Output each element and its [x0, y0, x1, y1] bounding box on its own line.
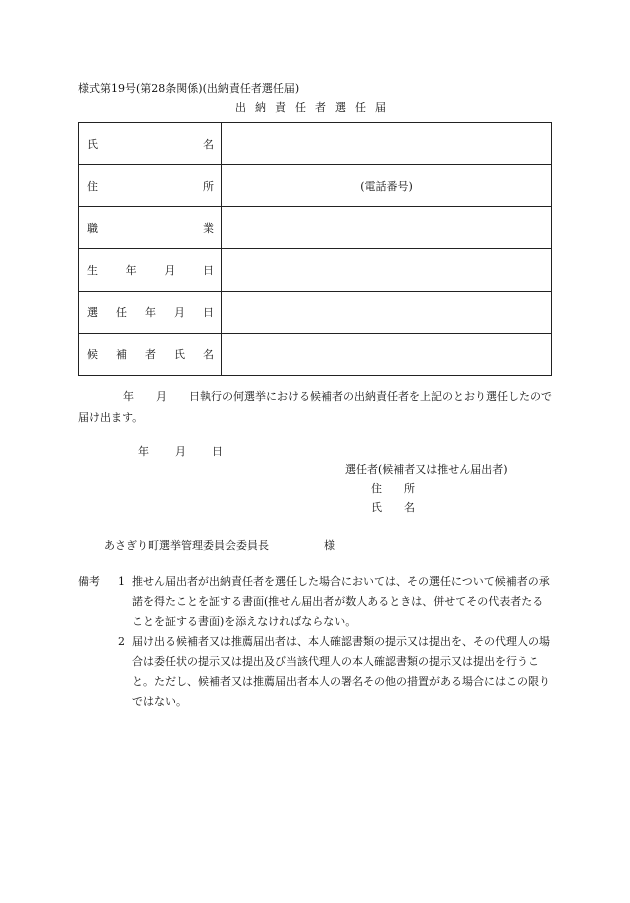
label-char: 氏 — [87, 137, 98, 151]
label-char: 年 — [125, 264, 137, 278]
remark-text: 届け出る候補者又は推薦届出者は、本人確認書類の提示又は提出を、その代理人の場合は委任状の提示又は提出及び当該代理人の本人確認書類の提示又は提出を行うこと。ただし、候補者又は推薦届出者本人の署名その他の措置がある場合にはこの限りではない。 — [132, 635, 550, 708]
row-label-text — [87, 346, 214, 362]
label-char: 名 — [203, 137, 214, 151]
label-char: 名 — [203, 348, 214, 362]
addressee: あさぎり町選挙管理委員会委員長 様 — [104, 539, 335, 552]
row-value-field[interactable]: (電話番号) — [222, 165, 552, 207]
row-label-text — [87, 220, 214, 236]
declaration-text: 年 月 日執行の何選挙における候補者の出納責任者を上記のとおり選任したので届け出ます。 — [78, 390, 552, 424]
row-value-field[interactable] — [222, 333, 552, 375]
label-char: 月 — [174, 306, 185, 320]
table-row — [79, 291, 552, 333]
row-label-text — [87, 304, 214, 320]
row-label-text — [87, 178, 214, 194]
row-value-field[interactable] — [222, 207, 552, 249]
row-label-text — [87, 262, 214, 278]
row-label-text — [87, 136, 214, 152]
row-label — [79, 249, 222, 291]
label-char: 候 — [87, 348, 98, 362]
label-char: 日 — [203, 306, 214, 320]
remarks-label: 備考 — [78, 575, 100, 588]
table-row — [79, 123, 552, 165]
form-number-label: 様式第19号(第28条関係)(出納責任者選任届) — [78, 82, 300, 95]
date-year: 年 — [138, 445, 149, 458]
label-char: 生 — [87, 264, 98, 278]
submission-date — [138, 443, 223, 459]
label-char: 日 — [202, 264, 214, 278]
date-month: 月 — [175, 445, 186, 458]
table-row — [79, 249, 552, 291]
appointer-address-label: 住 所 — [371, 482, 415, 495]
remark-number: 2 — [118, 635, 125, 648]
label-char: 任 — [116, 306, 127, 320]
remark-note-1 — [78, 572, 552, 632]
label-char: 月 — [164, 264, 176, 278]
row-label — [79, 291, 222, 333]
table-row — [79, 165, 552, 207]
label-char: 選 — [87, 306, 98, 320]
appointer-label: 選任者(候補者又は推せん届出者) — [345, 463, 508, 476]
row-value-field[interactable] — [222, 291, 552, 333]
row-value-field[interactable] — [222, 123, 552, 165]
row-label — [79, 207, 222, 249]
label-char: 住 — [87, 179, 98, 193]
remark-number: 1 — [118, 575, 125, 588]
label-char: 氏 — [174, 348, 185, 362]
label-char: 所 — [203, 179, 214, 193]
registration-table — [78, 122, 552, 376]
row-value-field[interactable] — [222, 249, 552, 291]
row-label — [79, 165, 222, 207]
label-char: 業 — [203, 221, 214, 235]
row-label — [79, 333, 222, 375]
row-label — [79, 123, 222, 165]
appointer-name-label: 氏 名 — [371, 501, 415, 514]
remark-text: 推せん届出者が出納責任者を選任した場合においては、その選任について候補者の承諾を得たことを証する書面(推せん届出者が数人あるときは、併せてその代表者たることを証する書面)を添えなければならない。 — [132, 575, 550, 628]
table-row — [79, 207, 552, 249]
label-char: 者 — [145, 348, 156, 362]
remarks — [78, 572, 552, 712]
remark-note-2 — [78, 632, 552, 712]
table-row — [79, 333, 552, 375]
label-char: 職 — [87, 221, 98, 235]
form-title: 出納責任者選任届 — [235, 101, 395, 114]
label-char: 補 — [116, 348, 127, 362]
label-char: 年 — [145, 306, 156, 320]
date-day: 日 — [212, 445, 223, 458]
